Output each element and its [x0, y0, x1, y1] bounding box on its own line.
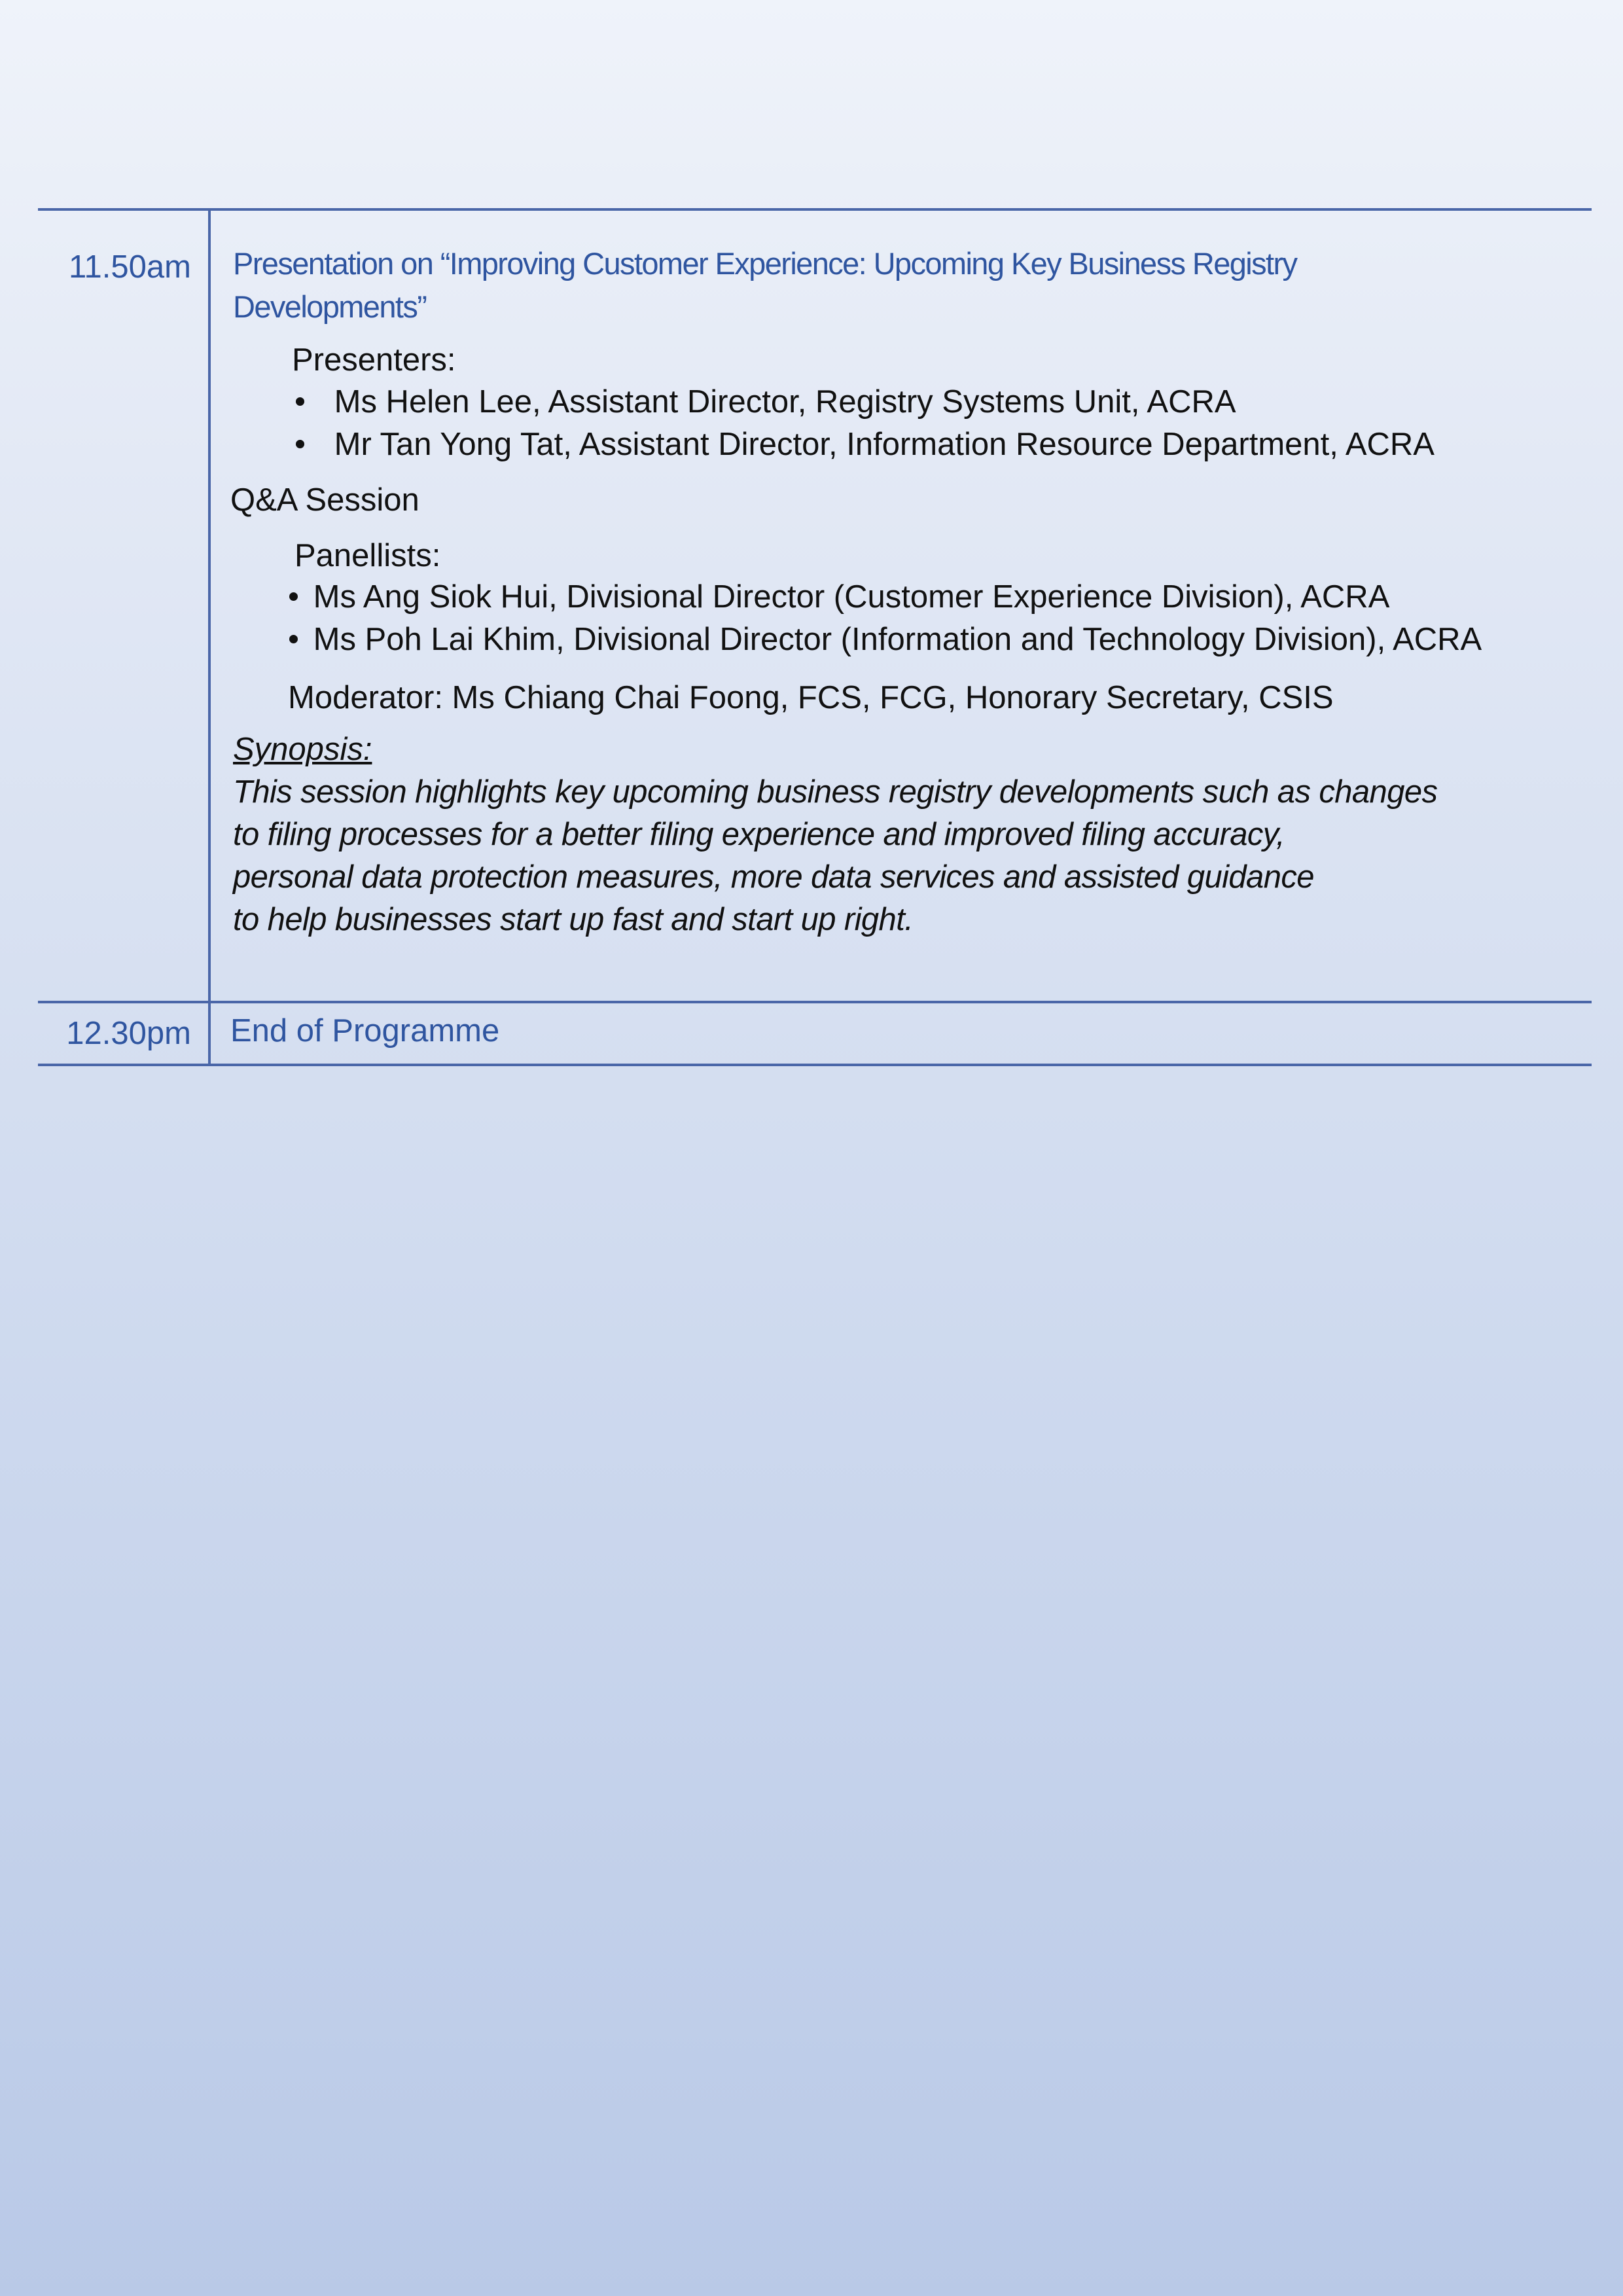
time-column-divider — [208, 209, 211, 1066]
panellist-item — [289, 579, 1389, 615]
synopsis-text-line: to help businesses start up fast and start up right. — [233, 902, 914, 937]
presenter-item — [296, 426, 1435, 463]
agenda-time-1230: 12.30pm — [66, 1016, 191, 1051]
presentation-title — [233, 242, 1296, 329]
panellists-label: Panellists: — [294, 538, 441, 573]
qa-session-label: Q&A Session — [230, 482, 419, 518]
synopsis-text-line: personal data protection measures, more data services and assisted guidance — [233, 859, 1314, 895]
bullet-icon — [296, 397, 304, 406]
presenter-name: Mr Tan Yong Tat, Assistant Director, Information Resource Department, ACRA — [334, 427, 1435, 462]
presenters-label: Presenters: — [292, 342, 456, 378]
presentation-title-line-2: Developments” — [233, 289, 427, 324]
panellist-name: Ms Ang Siok Hui, Divisional Director (Customer Experience Division), ACRA — [313, 579, 1390, 615]
bullet-icon — [289, 592, 298, 601]
synopsis-label: Synopsis: — [233, 732, 372, 767]
synopsis-text-line: to filing processes for a better filing experience and improved filing accuracy, — [233, 817, 1285, 852]
panellist-name: Ms Poh Lai Khim, Divisional Director (Information and Technology Division), ACRA — [313, 622, 1482, 657]
synopsis-text-line: This session highlights key upcoming business registry developments such as changes — [233, 774, 1438, 810]
table-top-rule — [38, 208, 1592, 211]
end-of-programme: End of Programme — [230, 1013, 500, 1049]
table-bottom-rule — [38, 1064, 1592, 1066]
presenter-item — [296, 384, 1236, 420]
panellist-item — [289, 621, 1482, 658]
bullet-icon — [296, 440, 304, 448]
presenter-name: Ms Helen Lee, Assistant Director, Registry Systems Unit, ACRA — [334, 384, 1236, 420]
bullet-icon — [289, 635, 298, 643]
agenda-time-1150: 11.50am — [68, 249, 191, 285]
moderator-line: Moderator: Ms Chiang Chai Foong, FCS, FCG, Honorary Secretary, CSIS — [288, 680, 1334, 715]
row-divider-rule — [38, 1001, 1592, 1003]
presentation-title-line-1: Presentation on “Improving Customer Experience: Upcoming Key Business Registry — [233, 246, 1297, 281]
